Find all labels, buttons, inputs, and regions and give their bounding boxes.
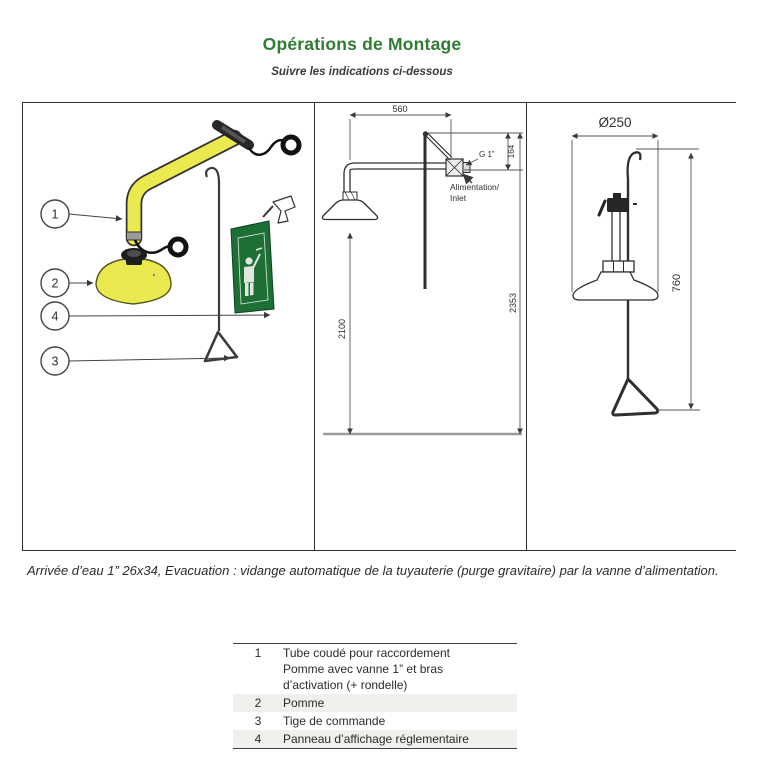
callout-3 — [41, 347, 69, 375]
part-number: 4 — [254, 732, 262, 746]
dim-164-label: 164 — [507, 144, 516, 159]
page-title: Opérations de Montage — [262, 34, 462, 54]
exploded-view-drawing — [23, 103, 314, 550]
dimension-lines-front — [572, 136, 700, 410]
panel-side-dimensions — [314, 103, 526, 550]
callout-2 — [41, 269, 69, 297]
dim-diameter-label: Ø250 — [598, 115, 632, 130]
part-description — [283, 645, 517, 693]
table-row-1 — [233, 644, 517, 694]
part-description: Pomme — [283, 696, 325, 710]
shower-head-drawing — [96, 248, 171, 304]
callout-4 — [41, 302, 69, 330]
front-dimension-drawing — [527, 103, 739, 550]
drawing-panels — [22, 102, 736, 551]
callout-1-label: 1 — [51, 207, 59, 222]
page-subtitle: Suivre les indications ci-dessous — [271, 66, 453, 78]
part-description: Panneau d’affichage réglementaire — [283, 732, 469, 746]
part-number: 1 — [254, 646, 262, 660]
fixture-front-view — [573, 152, 658, 415]
inlet-label-line2: Inlet — [450, 193, 467, 203]
water-supply-caption: Arrivée d’eau 1” 26x34, Evacuation : vidange automatique de la tuyauterie (purge gravitaire) par la vanne d’alimentation. — [27, 563, 719, 578]
drill-drawing — [263, 196, 295, 223]
parts-table — [233, 643, 517, 749]
part-description-line: Tube coudé pour raccordement — [283, 646, 450, 660]
dim-760-label: 760 — [671, 273, 683, 293]
callout-2-label: 2 — [51, 276, 59, 291]
callout-4-label: 4 — [51, 309, 59, 324]
dim-2100-label: 2100 — [337, 318, 347, 340]
regulation-sign-drawing — [231, 221, 274, 313]
part-number: 2 — [254, 696, 262, 710]
table-row-3 — [233, 712, 517, 730]
table-row-4 — [233, 730, 517, 748]
part-number: 3 — [254, 714, 262, 728]
part-description-line: Pomme avec vanne 1” et bras — [283, 662, 444, 676]
part-description-line: d’activation (+ rondelle) — [283, 678, 408, 692]
callout-3-label: 3 — [51, 354, 59, 369]
elbow-tube-drawing — [127, 125, 300, 255]
inlet-label-line1: Alimentation/ — [450, 182, 500, 192]
callout-1 — [41, 200, 69, 228]
dim-2353-label: 2353 — [508, 292, 518, 314]
part-description: Tige de commande — [283, 714, 386, 728]
panel-front-dimensions — [526, 103, 739, 550]
side-dimension-drawing — [315, 103, 526, 550]
thread-size-label: G 1” — [479, 150, 495, 159]
dim-560-label: 560 — [392, 104, 408, 114]
fixture-side-view — [322, 132, 470, 289]
panel-exploded-view — [23, 103, 314, 550]
table-row-2 — [233, 694, 517, 712]
